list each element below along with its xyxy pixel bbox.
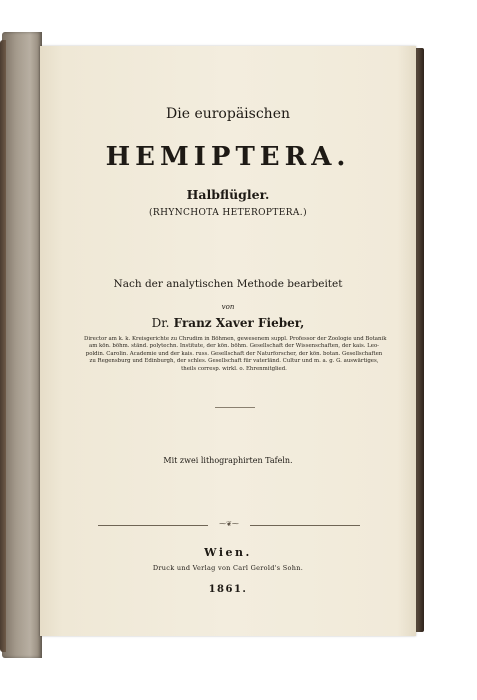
description-line: zu Regensburg und Edinburgh, der schles. Gesellschaft für vaterländ. Cultur und m. a. g. G. auswärtiges, bbox=[89, 358, 379, 365]
title-line-1: Die europäischen bbox=[166, 106, 290, 122]
book-cover-left bbox=[2, 32, 42, 658]
place-line: Wien. bbox=[204, 546, 252, 559]
author-description bbox=[84, 336, 387, 373]
main-title: HEMIPTERA. bbox=[105, 142, 351, 172]
latin-subtitle: (RHYNCHOTA HETEROPTERA.) bbox=[149, 208, 307, 218]
description-line: poldin. Carolin. Academie und der kais. russ. Gesellschaft der Naturforscher, der kön. botan. Gesellschaften bbox=[85, 350, 383, 357]
ornamental-divider bbox=[98, 520, 360, 529]
divider-rule bbox=[215, 407, 255, 408]
method-line: Nach der analytischen Methode bearbeitet bbox=[113, 278, 343, 290]
author-prefix: Dr. bbox=[151, 316, 170, 330]
author-line bbox=[40, 316, 416, 330]
description-line: theils corresp. wirkl. o. Ehrenmitglied. bbox=[181, 365, 287, 372]
ornament-icon: ⁓❦⁓ bbox=[219, 520, 239, 528]
author-name: Franz Xaver Fieber, bbox=[173, 316, 305, 330]
book-spine-edge bbox=[0, 40, 6, 652]
title-page bbox=[40, 46, 416, 636]
von-line: von bbox=[221, 303, 235, 311]
ornament-rule-left bbox=[98, 525, 208, 526]
description-line: Director am k. k. Kreisgerichte zu Chrudim in Böhmen, gewesenem suppl. Professor der Zoologie und Botanik bbox=[84, 336, 387, 342]
year-line: 1861. bbox=[208, 584, 248, 595]
plates-line: Mit zwei lithographirten Tafeln. bbox=[163, 456, 293, 465]
subtitle: Halbflügler. bbox=[186, 187, 270, 202]
ornament-rule-right bbox=[250, 525, 360, 526]
description-line: am kön. böhm. ständ. polytechn. Institute, der kön. böhm. Gesellschaft der Wissenschaften, der kais. Leo- bbox=[88, 343, 380, 350]
publisher-line: Druck und Verlag von Carl Gerold's Sohn. bbox=[152, 564, 304, 572]
